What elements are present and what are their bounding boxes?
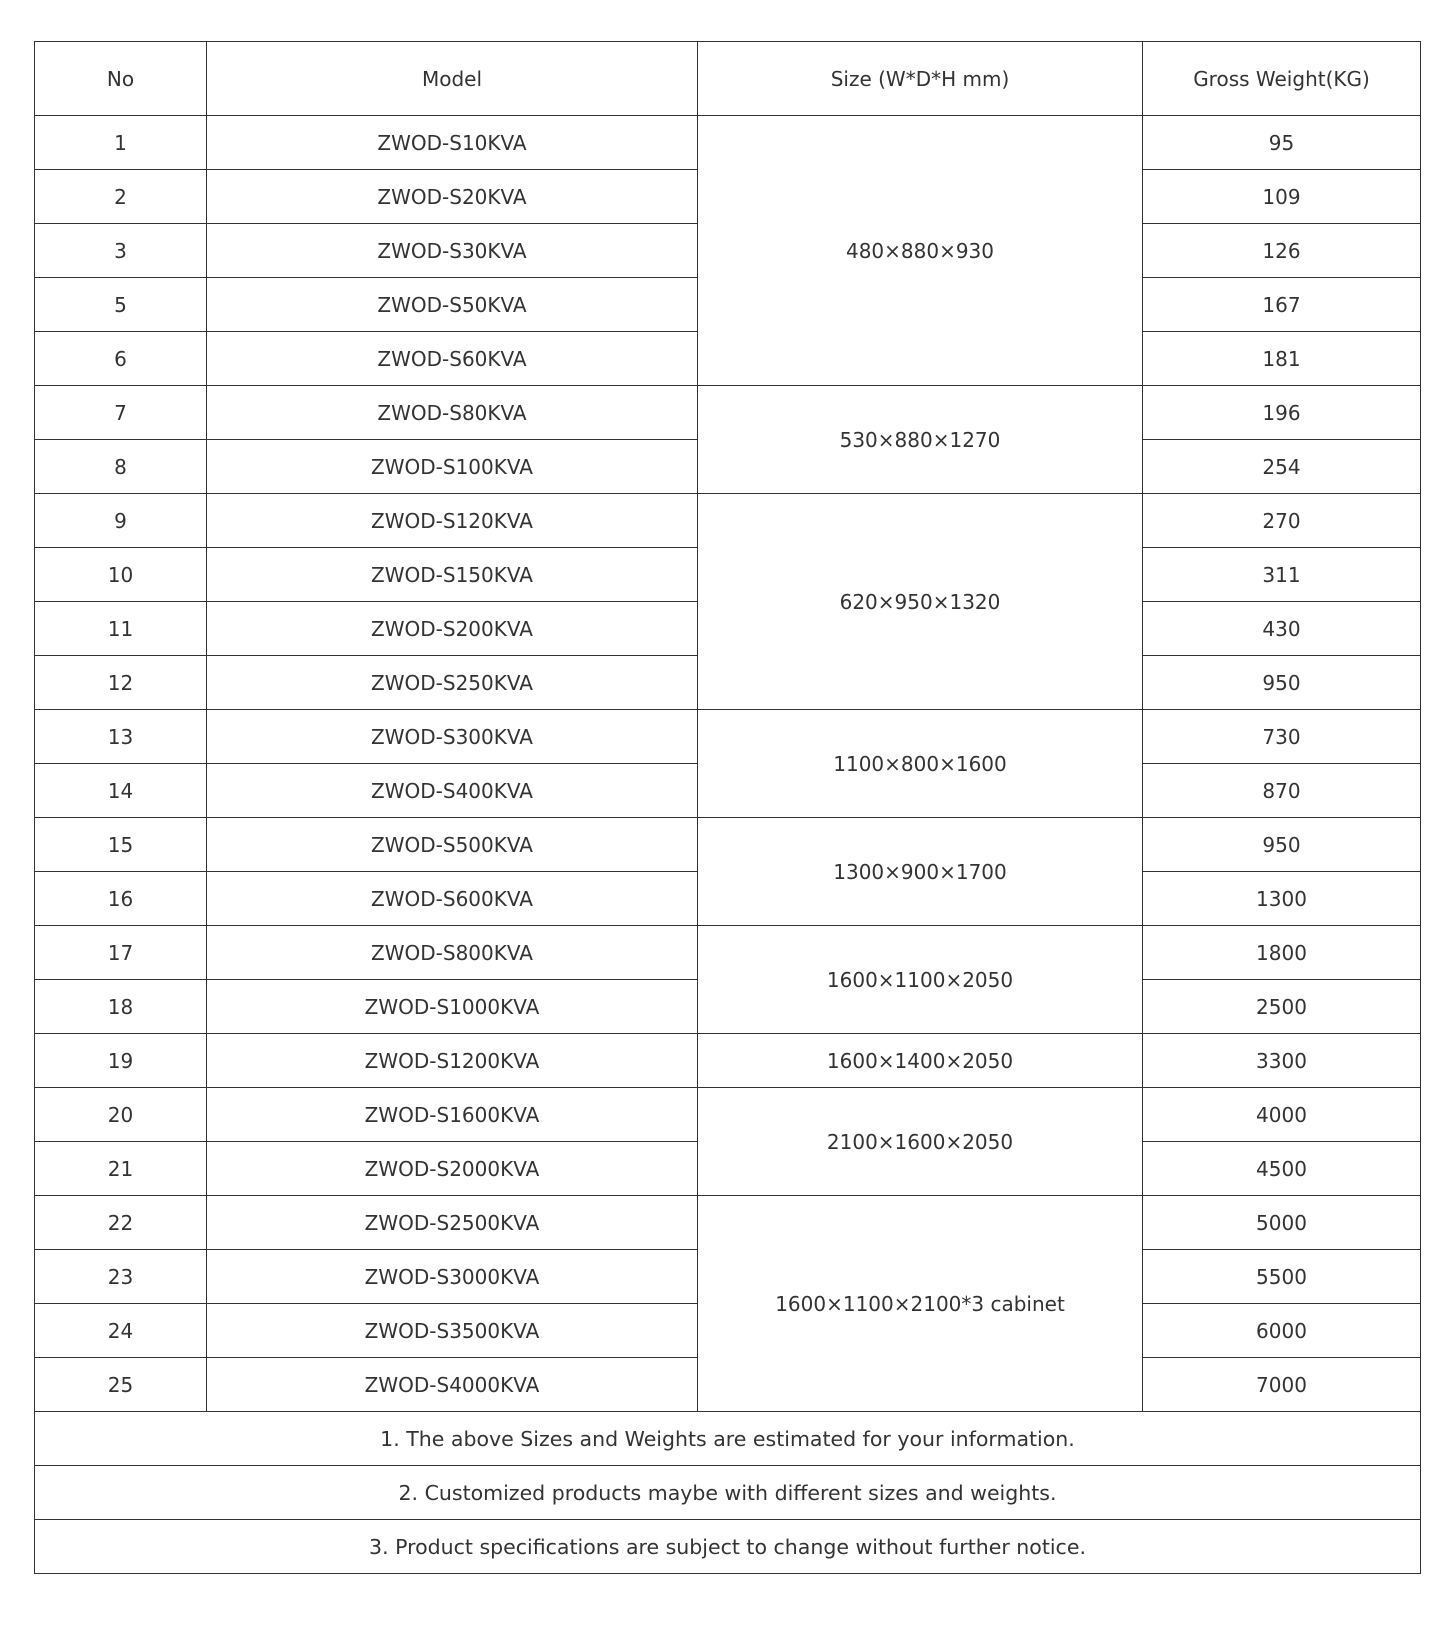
row-weight: 109 [1143, 170, 1421, 224]
row-weight: 6000 [1143, 1304, 1421, 1358]
row-model: ZWOD-S3000KVA [207, 1250, 698, 1304]
row-weight: 730 [1143, 710, 1421, 764]
row-model: ZWOD-S10KVA [207, 116, 698, 170]
row-weight: 950 [1143, 818, 1421, 872]
row-model: ZWOD-S1000KVA [207, 980, 698, 1034]
header-no: No [35, 42, 207, 116]
note-row [35, 1520, 1421, 1574]
row-no: 10 [35, 548, 207, 602]
note-text: 3. Product specifications are subject to change without further notice. [35, 1520, 1421, 1574]
row-no: 19 [35, 1034, 207, 1088]
table-row [35, 710, 1421, 764]
note-text: 1. The above Sizes and Weights are estimated for your information. [35, 1412, 1421, 1466]
row-size: 1600×1100×2100*3 cabinet [698, 1196, 1143, 1412]
row-no: 20 [35, 1088, 207, 1142]
row-weight: 5500 [1143, 1250, 1421, 1304]
row-size: 480×880×930 [698, 116, 1143, 386]
row-no: 17 [35, 926, 207, 980]
row-weight: 870 [1143, 764, 1421, 818]
row-weight: 5000 [1143, 1196, 1421, 1250]
row-size: 530×880×1270 [698, 386, 1143, 494]
row-weight: 4500 [1143, 1142, 1421, 1196]
row-model: ZWOD-S80KVA [207, 386, 698, 440]
row-model: ZWOD-S600KVA [207, 872, 698, 926]
row-no: 12 [35, 656, 207, 710]
row-weight: 950 [1143, 656, 1421, 710]
row-no: 16 [35, 872, 207, 926]
table-row [35, 386, 1421, 440]
row-weight: 1300 [1143, 872, 1421, 926]
table-row [35, 1088, 1421, 1142]
table-row [35, 1034, 1421, 1088]
row-model: ZWOD-S30KVA [207, 224, 698, 278]
row-no: 24 [35, 1304, 207, 1358]
header-size: Size (W*D*H mm) [698, 42, 1143, 116]
row-model: ZWOD-S200KVA [207, 602, 698, 656]
row-weight: 1800 [1143, 926, 1421, 980]
header-model: Model [207, 42, 698, 116]
row-model: ZWOD-S1600KVA [207, 1088, 698, 1142]
spec-table-body [35, 42, 1421, 1574]
row-model: ZWOD-S150KVA [207, 548, 698, 602]
row-model: ZWOD-S800KVA [207, 926, 698, 980]
row-model: ZWOD-S400KVA [207, 764, 698, 818]
row-weight: 126 [1143, 224, 1421, 278]
row-weight: 254 [1143, 440, 1421, 494]
row-weight: 270 [1143, 494, 1421, 548]
row-no: 7 [35, 386, 207, 440]
note-row [35, 1412, 1421, 1466]
row-no: 3 [35, 224, 207, 278]
row-weight: 95 [1143, 116, 1421, 170]
table-row [35, 494, 1421, 548]
row-model: ZWOD-S2500KVA [207, 1196, 698, 1250]
row-model: ZWOD-S100KVA [207, 440, 698, 494]
row-weight: 7000 [1143, 1358, 1421, 1412]
row-model: ZWOD-S3500KVA [207, 1304, 698, 1358]
row-no: 9 [35, 494, 207, 548]
row-model: ZWOD-S2000KVA [207, 1142, 698, 1196]
header-row [35, 42, 1421, 116]
row-model: ZWOD-S4000KVA [207, 1358, 698, 1412]
row-no: 5 [35, 278, 207, 332]
row-no: 25 [35, 1358, 207, 1412]
row-weight: 167 [1143, 278, 1421, 332]
row-no: 21 [35, 1142, 207, 1196]
row-model: ZWOD-S20KVA [207, 170, 698, 224]
row-no: 18 [35, 980, 207, 1034]
row-weight: 4000 [1143, 1088, 1421, 1142]
spec-table [34, 41, 1421, 1574]
row-model: ZWOD-S120KVA [207, 494, 698, 548]
note-text: 2. Customized products maybe with different sizes and weights. [35, 1466, 1421, 1520]
row-no: 6 [35, 332, 207, 386]
row-model: ZWOD-S60KVA [207, 332, 698, 386]
row-size: 1600×1400×2050 [698, 1034, 1143, 1088]
row-model: ZWOD-S1200KVA [207, 1034, 698, 1088]
row-weight: 430 [1143, 602, 1421, 656]
table-row [35, 926, 1421, 980]
row-no: 11 [35, 602, 207, 656]
row-no: 8 [35, 440, 207, 494]
row-size: 1600×1100×2050 [698, 926, 1143, 1034]
row-no: 2 [35, 170, 207, 224]
row-weight: 311 [1143, 548, 1421, 602]
row-no: 13 [35, 710, 207, 764]
row-size: 1300×900×1700 [698, 818, 1143, 926]
row-no: 22 [35, 1196, 207, 1250]
row-model: ZWOD-S250KVA [207, 656, 698, 710]
table-row [35, 116, 1421, 170]
row-weight: 196 [1143, 386, 1421, 440]
row-size: 2100×1600×2050 [698, 1088, 1143, 1196]
note-row [35, 1466, 1421, 1520]
header-weight: Gross Weight(KG) [1143, 42, 1421, 116]
row-size: 1100×800×1600 [698, 710, 1143, 818]
row-no: 15 [35, 818, 207, 872]
row-size: 620×950×1320 [698, 494, 1143, 710]
row-model: ZWOD-S50KVA [207, 278, 698, 332]
row-weight: 2500 [1143, 980, 1421, 1034]
table-row [35, 1196, 1421, 1250]
row-no: 23 [35, 1250, 207, 1304]
row-weight: 181 [1143, 332, 1421, 386]
row-no: 1 [35, 116, 207, 170]
table-row [35, 818, 1421, 872]
row-no: 14 [35, 764, 207, 818]
row-weight: 3300 [1143, 1034, 1421, 1088]
row-model: ZWOD-S500KVA [207, 818, 698, 872]
row-model: ZWOD-S300KVA [207, 710, 698, 764]
